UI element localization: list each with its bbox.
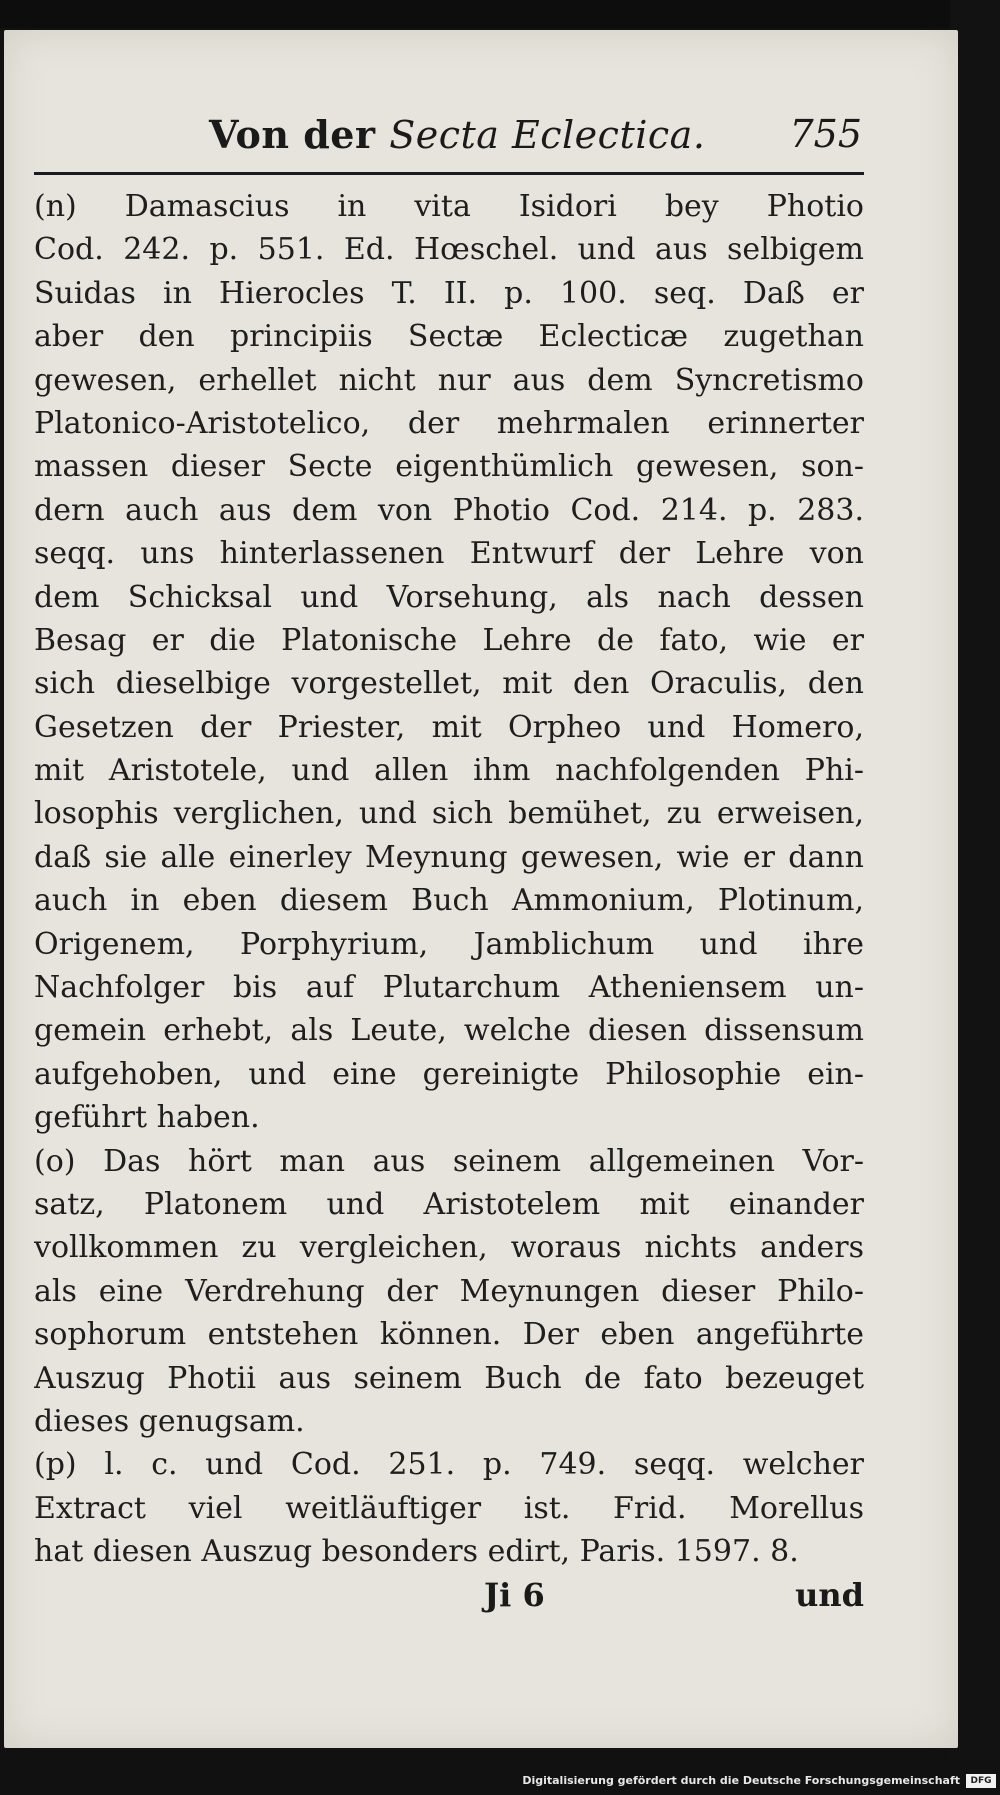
text-line: Besag er die Platonische Lehre de fato, wie er — [34, 622, 864, 658]
running-title-prefix: Von der — [209, 112, 390, 157]
text-line: daß sie alle einerley Meynung gewesen, wie er dann — [34, 839, 864, 875]
catchword: und — [795, 1576, 864, 1614]
text-line: (n) Damascius in vita Isidori bey Photio — [34, 189, 864, 224]
text-line: Platonico-Aristotelico, der mehrmalen erinnerter — [34, 405, 864, 441]
page-number: 755 — [789, 112, 862, 156]
text-line: Auszug Photii aus seinem Buch de fato bezeuget — [34, 1360, 864, 1396]
scan-border-top — [0, 0, 1000, 28]
text-line: gemein erhebt, als Leute, welche diesen dissensum — [34, 1013, 864, 1049]
text-line: dieses genugsam. — [34, 1403, 305, 1439]
text-line: (o) Das hört man aus seinem allgemeinen Vor- — [34, 1143, 864, 1179]
footnotes-text — [34, 185, 864, 1574]
text-line: (p) l. c. und Cod. 251. p. 749. seqq. welcher — [34, 1447, 864, 1483]
text-line: aufgehoben, und eine gereinigte Philosophie ein- — [34, 1056, 864, 1092]
text-line: Cod. 242. p. 551. Ed. Hœschel. und aus selbigem — [34, 232, 864, 268]
dfg-logo-icon: DFG — [966, 1774, 996, 1788]
text-line: sophorum entstehen können. Der eben angeführte — [34, 1317, 864, 1353]
footer-strip — [0, 1759, 1000, 1795]
text-line: satz, Platonem und Aristotelem mit einander — [34, 1186, 864, 1222]
text-line: geführt haben. — [34, 1100, 260, 1136]
text-line: hat diesen Auszug besonders edirt, Paris. 1597. 8. — [34, 1534, 799, 1570]
running-title — [209, 112, 705, 157]
header-rule — [34, 172, 864, 175]
text-line: vollkommen zu vergleichen, woraus nichts anders — [34, 1230, 864, 1266]
running-header — [34, 108, 864, 162]
text-line: losophis verglichen, und sich bemühet, zu erweisen, — [34, 796, 864, 832]
text-line: sich dieselbige vorgestellet, mit den Oraculis, den — [34, 666, 864, 702]
funding-credit: Digitalisierung gefördert durch die Deutsche Forschungsgemeinschaft — [522, 1774, 960, 1787]
text-line: Gesetzen der Priester, mit Orpheo und Homero, — [34, 709, 864, 745]
text-line: auch in eben diesem Buch Ammonium, Plotinum, — [34, 883, 864, 919]
text-line: Extract viel weitläuftiger ist. Frid. Morellus — [34, 1490, 864, 1526]
text-line: dem Schicksal und Vorsehung, als nach dessen — [34, 579, 864, 615]
text-line: als eine Verdrehung der Meynungen dieser Philo- — [34, 1273, 864, 1309]
catchline — [34, 1576, 864, 1620]
text-line: dern auch aus dem von Photio Cod. 214. p. 283. — [34, 492, 864, 528]
running-title-italic: Secta Eclectica. — [389, 113, 706, 157]
text-line: Nachfolger bis auf Plutarchum Atheniensem un- — [34, 970, 864, 1006]
signature-mark: Ji 6 — [484, 1576, 545, 1614]
text-line: Suidas in Hierocles T. II. p. 100. seq. Daß er — [34, 275, 864, 311]
text-line: massen dieser Secte eigenthümlich gewesen, son- — [34, 449, 864, 485]
text-line: gewesen, erhellet nicht nur aus dem Syncretismo — [34, 362, 864, 398]
text-line: Origenem, Porphyrium, Jamblichum und ihre — [34, 926, 864, 962]
text-line: aber den principiis Sectæ Eclecticæ zugethan — [34, 319, 864, 355]
text-line: seqq. uns hinterlassenen Entwurf der Lehre von — [34, 536, 864, 572]
text-line: mit Aristotele, und allen ihm nachfolgenden Phi- — [34, 753, 864, 789]
